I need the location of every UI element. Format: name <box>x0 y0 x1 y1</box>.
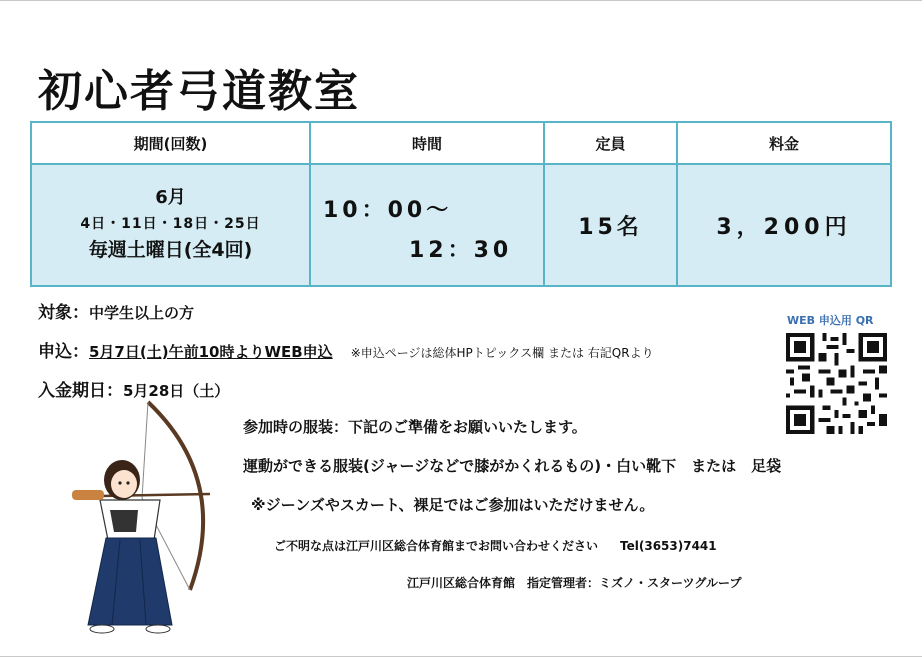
table-header-row <box>31 122 891 164</box>
apply-note: ※申込ページは総体HPトピックス欄 または 右記QRより <box>350 346 654 360</box>
header-capacity: 定員 <box>544 122 677 164</box>
header-fee: 料金 <box>677 122 891 164</box>
info-table <box>30 121 892 287</box>
cell-fee: 3，200円 <box>677 164 891 286</box>
payment-value: 5月28日（土） <box>123 382 230 400</box>
target-value: 中学生以上の方 <box>89 304 195 322</box>
period-weekly: 毎週土曜日(全4回) <box>88 239 253 262</box>
apply-label: 申込： <box>38 342 89 362</box>
contact-tel: Tel(3653)7441 <box>620 539 717 553</box>
header-period: 期間(回数) <box>31 122 310 164</box>
apply-value: 5月7日(土)午前10時よりWEB申込 <box>89 343 333 361</box>
page-title: 初心者弓道教室 <box>38 66 360 117</box>
time-end: 12：30 <box>409 238 513 263</box>
qr-code-icon[interactable] <box>786 333 887 434</box>
header-time: 時間 <box>310 122 544 164</box>
dress-warning: ※ジーンズやスカート、裸足ではご参加はいただけません。 <box>251 496 655 514</box>
dress-requirement: 運動ができる服装(ジャージなどで膝がかくれるもの)・白い靴下 または 足袋 <box>243 457 782 475</box>
kyudo-archer-illustration <box>60 400 220 640</box>
apply-row <box>38 337 654 362</box>
dress-intro: 参加時の服装：下記のご準備をお願いいたします。 <box>243 418 587 436</box>
period-month: 6月 <box>155 187 186 209</box>
target-label: 対象： <box>38 303 89 323</box>
time-start: 10：00～ <box>323 198 453 223</box>
target-row <box>38 298 194 323</box>
table-row <box>31 164 891 286</box>
qr-label: WEB 申込用 QR <box>787 314 874 327</box>
payment-row <box>38 376 229 401</box>
cell-capacity: 15名 <box>544 164 677 286</box>
payment-label: 入金期日： <box>38 381 123 401</box>
contact-text <box>274 537 717 554</box>
cell-time <box>310 164 544 286</box>
cell-period <box>31 164 310 286</box>
period-dates: 4日・11日・18日・25日 <box>80 216 261 232</box>
footer-manager: 江戸川区総合体育館 指定管理者：ミズノ・スターツグループ <box>407 576 742 590</box>
contact-message: ご不明な点は江戸川区総合体育館までお問い合わせください <box>274 539 599 553</box>
